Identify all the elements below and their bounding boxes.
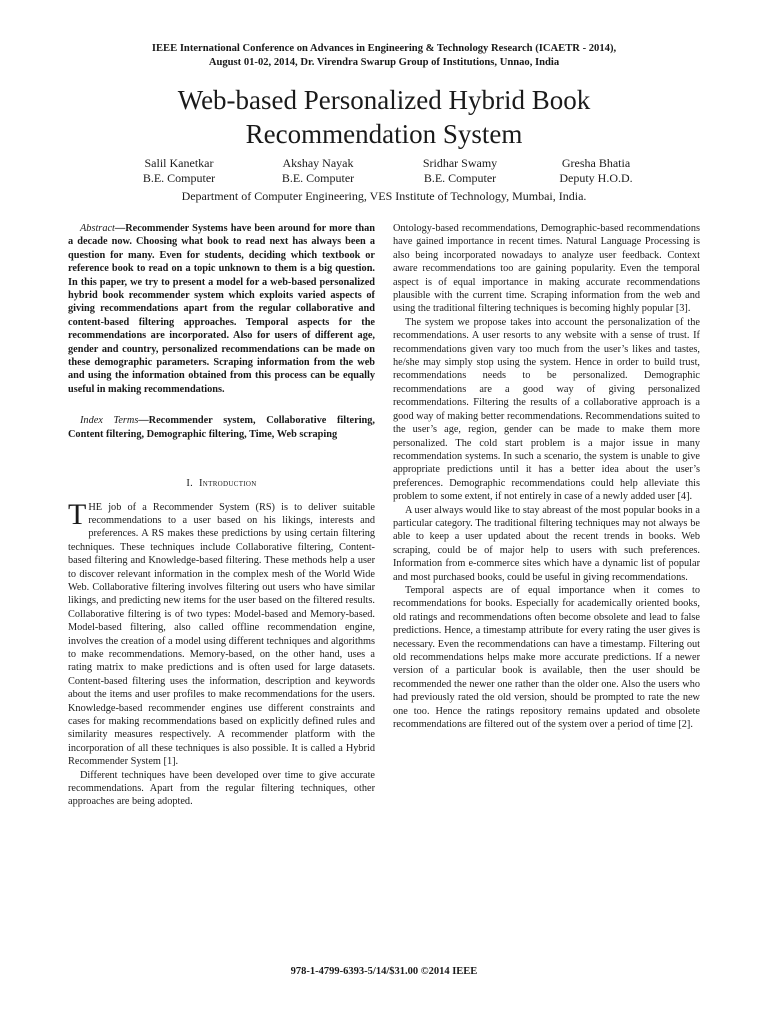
author-name: Salil Kanetkar (144, 156, 214, 170)
author-name: Sridhar Swamy (422, 156, 498, 170)
author-role: Deputy H.O.D. (559, 171, 633, 185)
left-column (68, 222, 375, 809)
author-1 (114, 156, 244, 186)
index-terms-label: Index Terms (80, 415, 139, 427)
right-paragraph-3: A user always would like to stay abreast of the most popular books in a particular category. The traditional filtering techniques may not always be able to keep a user updated about the recent trends in books. Web scraping, could be of major help to users with such preferences. Information from e-commerce sites which have a dynamic list of popular and most purchased books, could be useful in giving recommendations. (393, 504, 700, 583)
author-3 (395, 156, 525, 186)
title-line-2: Recommendation System (245, 119, 523, 149)
intro-paragraph-2: Different techniques have been developed over time to give accurate recommendations. Apart from the regular filtering techniques, other approaches are being adopted. (68, 769, 375, 808)
author-2 (253, 156, 383, 186)
conference-line-1: IEEE International Conference on Advances in Engineering & Technology Research (ICAETR - 2014), (151, 43, 617, 54)
affiliation: Department of Computer Engineering, VES Institute of Technology, Mumbai, India. (181, 189, 587, 203)
index-terms (68, 414, 375, 441)
section-title: Introduction (198, 478, 257, 490)
intro-lead: HE (88, 501, 103, 513)
abstract-dash: — (114, 223, 126, 234)
right-paragraph-4: Temporal aspects are of equal importance when it comes to recommendations for books. Especially for academically oriented books, old ratings and recommendations often become obsolete and lead to false predictions. Hence, a timestamp attribute for every rating the user gives is necessary. Even the recommendations can have a timestamp. Filtering out old recommendations helps make more accurate predictions. If a newer version of a particular book is available, then the user should be recommended the newer one rather than the older one. Also the users who had previously rated the old version, should be prompted to rate the new one too. Hence the ratings repository remains updated and obsolete recommendations are filtered out of the system over a period of time [2]. (393, 584, 700, 731)
section-heading-introduction (68, 477, 375, 490)
index-terms-text: Recommender system, Collaborative filtering, Content filtering, Demographic filtering, Time, Web scraping (68, 415, 376, 440)
intro-paragraph-1 (68, 497, 375, 769)
right-column (393, 222, 700, 731)
intro-text-1: job of a Recommender System (RS) is to deliver suitable recommendations to a user based on his likings, interests and preferences. A RS makes these predictions by using certain filtering techniques. These techniques include Collaborative filtering, Content-based filtering and Knowledge-based filtering. These methods help a user to discover relevant information in the complex mesh of the World Wide Web. Collaborative filtering involves filtering out users who have similar likings, and predicting new items for the user based on the filtered results. Collaborative filtering is of two types: Model-based and Memory-based. Model-based filtering, also called offline recommendation engine, involves the creation of a model using different techniques and algorithms to make recommendations. Memory-based, on the other hand, uses a rating matrix to make predictions and is often used for large datasets. Content-based filtering uses the information, description and keywords about the items and user profiles to make recommendations for the users. Knowledge-based recommender engines use different constraints and cases for making recommendations based on explicitly defined rules and similarity measures respectively. A recommender platform with the incorporation of all these techniques is also possible. It is called a Hybrid Recommender System [1]. (68, 501, 375, 768)
author-name: Gresha Bhatia (561, 156, 631, 170)
author-role: B.E. Computer (281, 171, 355, 185)
abstract (68, 222, 375, 396)
abstract-label: Abstract (80, 223, 115, 234)
copyright-footer: 978-1-4799-6393-5/14/$31.00 ©2014 IEEE (290, 966, 478, 977)
author-role: B.E. Computer (423, 171, 497, 185)
conference-header (40, 42, 728, 70)
author-name: Akshay Nayak (282, 156, 354, 170)
right-paragraph-2: The system we propose takes into account the personalization of the recommendations. A user resorts to any website with a sense of trust. If recommendations given vary too much from the user’s likes and tastes, he/she may simply stop using the system. Hence in order to build trust, recommendations needs to be personalized. Demographic recommendations are a good way of giving personalized recommendations. Filtering the results of a collaborative approach is a good way of making better recommendations. Recommendations suited to the user’s age, region, gender can be made to make them more personalized. The cold start problem is a major issue in many recommendation systems. In such a scenario, the system is unable to give appropriate predictions until it has a better idea about the user’s preferences. Demographic recommendations could help alleviate this problem to some extent, if not entirely in case of a newly added user [4]. (393, 316, 700, 503)
paper-title (40, 83, 728, 151)
title-line-1: Web-based Personalized Hybrid Book (177, 85, 591, 115)
author-role: B.E. Computer (142, 171, 216, 185)
drop-cap: T (68, 497, 87, 531)
conference-line-2: August 01-02, 2014, Dr. Virendra Swarup Group of Institutions, Unnao, India (208, 57, 560, 68)
index-terms-dash: — (138, 415, 149, 427)
abstract-text: Recommender Systems have been around for more than a decade now. Choosing what book to read next has always been a question for many. Even for students, deciding which textbook or reference book to read on a topic unknown to them is a big question. In this paper, we try to present a model for a web-based personalized hybrid book recommender system which exploits varied aspects of giving recommendations apart from the regular collaborative and content-based filtering approaches. Temporal aspects for the recommendations are incorporated. Also for users of different age, gender and country, personalized recommendations can be made on these demographic parameters. Scraping information from the web and using the information obtained from this process can be equally useful in making recommendations. (68, 223, 375, 395)
author-4 (531, 156, 661, 186)
right-paragraph-1: Ontology-based recommendations, Demographic-based recommendations have gained importance in recent times. Natural Language Processing is also being incorporated nowadays to analyze user feedback. Context aware recommendations too are gaining popularity. Even the temporal aspect is of equal importance in making accurate recommendations plausible with the current time. Scraping information from the web and using the traditional filtering techniques is becoming highly popular [3]. (393, 223, 700, 315)
section-number: I. (186, 478, 194, 490)
